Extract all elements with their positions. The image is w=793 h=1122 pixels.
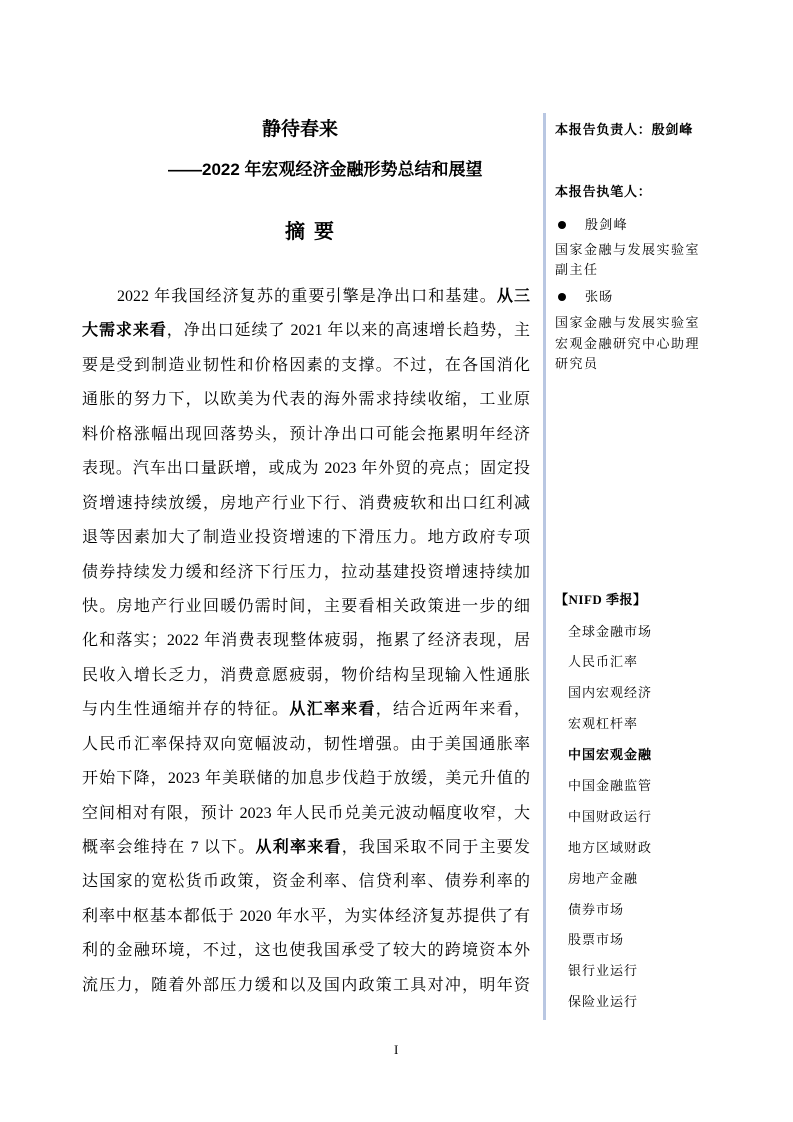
series-item: 国内宏观经济 — [568, 685, 653, 701]
abstract-text: 人民币汇率保持双向宽幅波动，韧性增强。由于美国通胀率 — [82, 735, 530, 753]
series-item: 银行业运行 — [568, 963, 639, 979]
abstract-text: 化和落实；2022 年消费表现整体疲弱，拖累了经济表现，居 — [82, 632, 530, 650]
report-title: 静待春来 — [262, 119, 339, 140]
abstract-text: 退等因素加大了制造业投资增速的下滑压力。地方政府专项 — [82, 529, 530, 547]
series-item: 中国宏观金融 — [568, 747, 653, 763]
abstract-text: 民收入增长乏力，消费意愿疲弱，物价结构呈现输入性通胀 — [82, 666, 530, 684]
series-item: 股票市场 — [568, 932, 625, 948]
author-affiliation-line: 研究员 — [555, 356, 599, 371]
abstract-text: 流压力，随着外部压力缓和以及国内政策工具对冲，明年资 — [82, 976, 530, 994]
abstract-line — [82, 797, 530, 831]
abstract-line — [82, 624, 530, 658]
author-name: 殷剑峰 — [585, 217, 628, 232]
series-item: 房地产金融 — [568, 870, 639, 886]
authors-label: 本报告执笔人： — [555, 184, 652, 199]
series-title: 【NIFD 季报】 — [555, 592, 647, 607]
abstract-text: 开始下降，2023 年美联储的加息步伐趋于放缓，美元升值的 — [82, 770, 530, 788]
abstract-text: 债券持续发力缓和经济下行压力，拉动基建投资增速持续加 — [82, 563, 530, 581]
series-list — [568, 617, 652, 1019]
series-item: 保险业运行 — [568, 994, 639, 1010]
abstract-heading: 摘 要 — [285, 221, 336, 243]
abstract-line — [82, 900, 530, 934]
abstract-line — [82, 590, 530, 624]
abstract-bold-text: 从汇率来看 — [289, 701, 376, 719]
author-affiliation-line: 国家金融与发展实验室 — [555, 315, 701, 330]
author-name: 张旸 — [585, 289, 614, 304]
abstract-line — [82, 728, 530, 762]
abstract-line — [82, 556, 530, 590]
series-item: 债券市场 — [568, 901, 625, 917]
abstract-line — [82, 487, 530, 521]
abstract-text: 利率中枢基本都低于 2020 年水平，为实体经济复苏提供了有 — [82, 907, 530, 925]
abstract-line — [82, 659, 530, 693]
abstract-text: 通胀的努力下，以欧美为代表的海外需求持续收缩，工业原 — [82, 391, 530, 409]
author-affiliation-line: 宏观金融研究中心助理 — [555, 336, 701, 351]
abstract-text: 与内生性通缩并存的特征。 — [82, 701, 290, 719]
sidebar-divider — [543, 113, 546, 1020]
abstract-line — [82, 831, 530, 865]
abstract-text: ，我国采取不同于主要发 — [341, 839, 530, 856]
page-number: I — [394, 1042, 399, 1057]
abstract-line — [82, 693, 530, 727]
abstract-line — [82, 349, 530, 383]
abstract-line — [82, 969, 530, 1003]
abstract-bold-text: 大需求来看 — [82, 322, 167, 340]
abstract-line — [82, 383, 530, 417]
abstract-text: ，结合近两年来看， — [375, 701, 530, 719]
series-item: 中国金融监管 — [568, 777, 653, 793]
abstract-text: 资增速持续放缓，房地产行业下行、消费疲软和出口红利减 — [82, 494, 530, 512]
bullet-icon — [558, 221, 566, 229]
abstract-line — [82, 762, 530, 796]
abstract-line — [82, 280, 530, 314]
abstract-text: 概率会维持在 7 以下。 — [82, 839, 256, 856]
abstract-text: 要是受到制造业韧性和价格因素的支撑。不过，在各国消化 — [82, 356, 530, 374]
abstract-body — [82, 280, 530, 1003]
abstract-line — [82, 452, 530, 486]
abstract-line — [82, 418, 530, 452]
series-item: 全球金融市场 — [568, 623, 653, 639]
abstract-text: 料价格涨幅出现回落势头，预计净出口可能会拖累明年经济 — [82, 425, 530, 443]
report-lead: 本报告负责人：殷剑峰 — [555, 122, 694, 137]
series-item: 地方区域财政 — [568, 839, 653, 855]
abstract-bold-text: 从利率来看 — [255, 839, 342, 856]
author-affiliation-line: 国家金融与发展实验室 — [555, 242, 701, 257]
abstract-text: 达国家的宽松货币政策，资金利率、信贷利率、债券利率的 — [82, 873, 530, 891]
abstract-line — [82, 314, 530, 348]
abstract-text: 快。房地产行业回暖仍需时间，主要看相关政策进一步的细 — [82, 597, 530, 615]
abstract-bold-text: 从三 — [496, 288, 530, 305]
abstract-line — [82, 521, 530, 555]
abstract-text: 2022 年我国经济复苏的重要引擎是净出口和基建。 — [117, 288, 497, 305]
series-item: 人民币汇率 — [568, 654, 639, 670]
abstract-text: 利的金融环境，不过，这也使我国承受了较大的跨境资本外 — [82, 942, 530, 960]
series-item: 中国财政运行 — [568, 808, 653, 824]
abstract-line — [82, 865, 530, 899]
bullet-icon — [558, 293, 566, 301]
author-affiliation-line: 副主任 — [555, 262, 599, 277]
abstract-text: 空间相对有限，预计 2023 年人民币兑美元波动幅度收窄，大 — [82, 804, 530, 822]
abstract-text: 表现。汽车出口量跃增，或成为 2023 年外贸的亮点；固定投 — [82, 460, 530, 478]
report-subtitle: ——2022 年宏观经济金融形势总结和展望 — [168, 160, 483, 179]
abstract-line — [82, 934, 530, 968]
abstract-text: ，净出口延续了 2021 年以来的高速增长趋势，主 — [166, 322, 530, 340]
series-item: 宏观杠杆率 — [568, 716, 639, 732]
